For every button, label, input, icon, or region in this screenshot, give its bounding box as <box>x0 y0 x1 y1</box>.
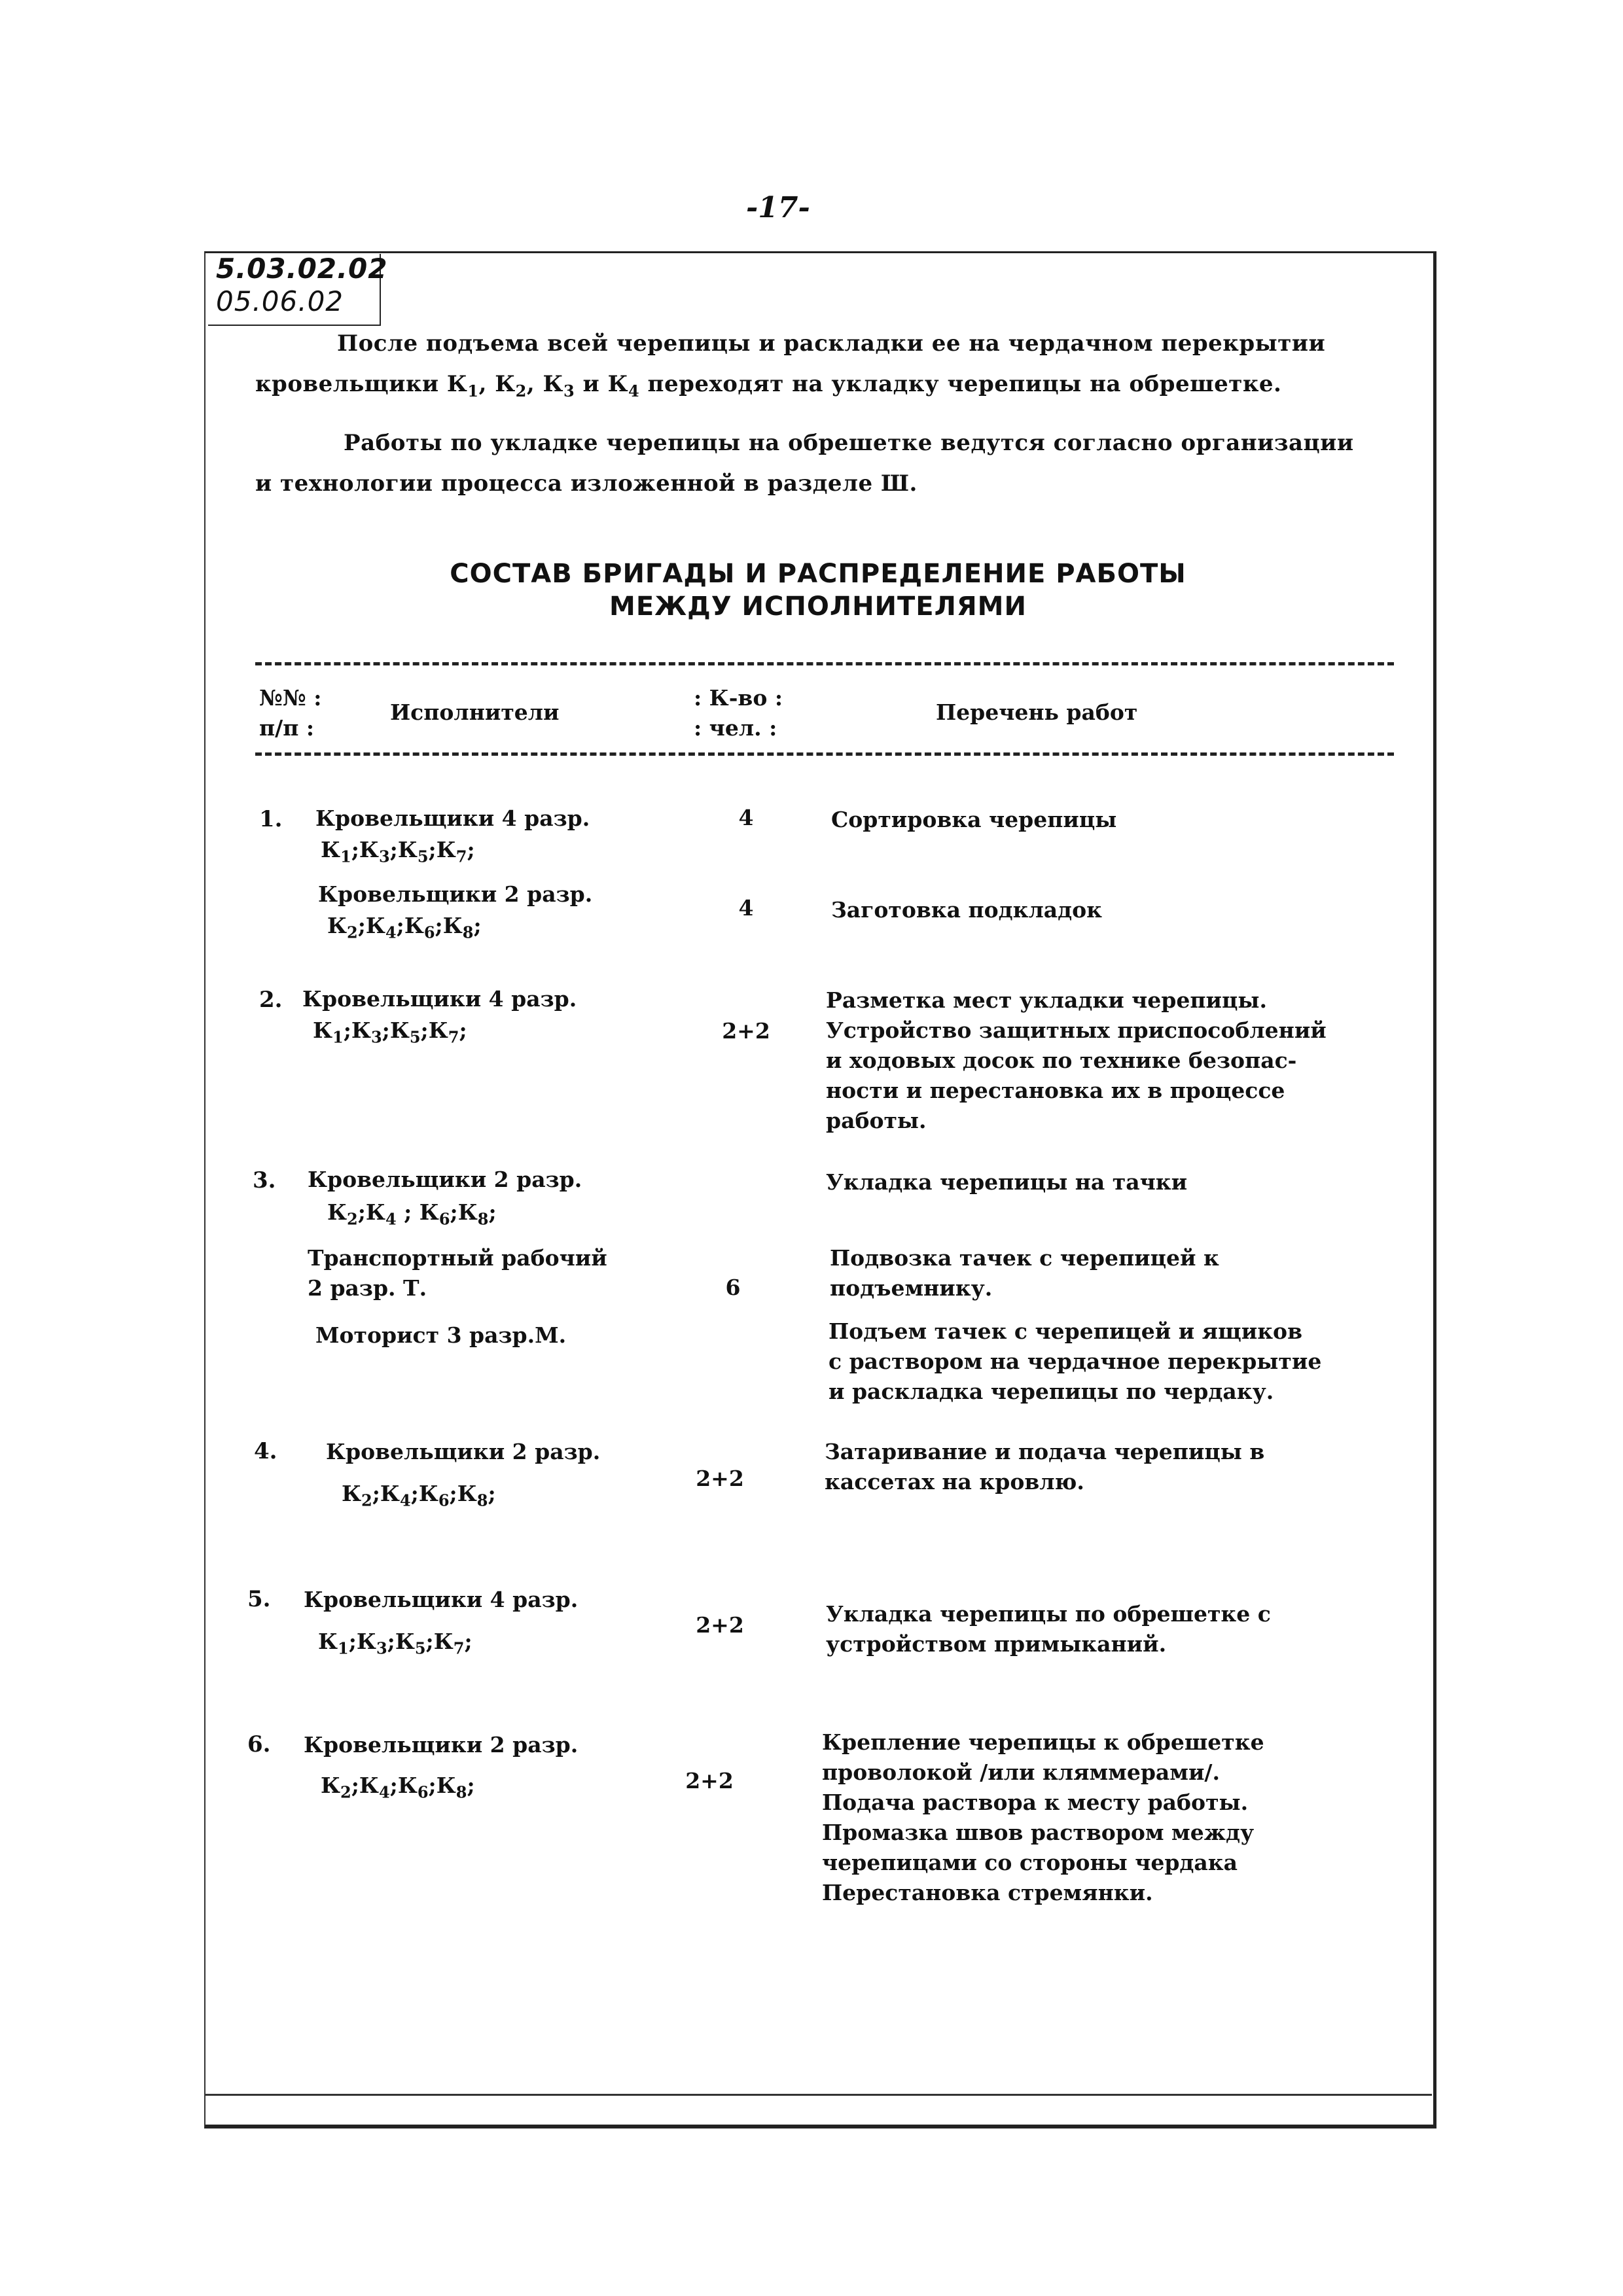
row6-work-line: черепицами со стороны чердака <box>822 1850 1238 1875</box>
row2-work-line: ности и перестановка их в процессе <box>826 1078 1285 1103</box>
row3-executor1-codes: $К_2;К_4$ ; $К_6;К_8$; <box>327 1199 497 1229</box>
intro-p2-line1: Работы по укладке черепицы на обрешетке ведутся согласно организации <box>344 430 1354 456</box>
row3-qty: 6 <box>725 1275 741 1300</box>
row3-work2-list <box>830 1243 1219 1303</box>
row3-work3-line: и раскладка черепицы по чердаку. <box>829 1379 1274 1404</box>
row3-work3-list <box>829 1316 1321 1407</box>
bottom-rule <box>204 2094 1432 2096</box>
row2-number: 2. <box>259 987 283 1013</box>
row4-qty: 2+2 <box>696 1466 744 1491</box>
doc-code-1: 5.03.02.02 <box>216 253 388 285</box>
row2-work-list <box>826 985 1327 1136</box>
header-no-line2: п/п : <box>259 715 315 741</box>
row4-executor1: Кровельщики 2 разр. <box>326 1439 601 1464</box>
row6-work-line: Крепление черепицы к обрешетке <box>822 1729 1264 1755</box>
section-title-line1: СОСТАВ БРИГАДЫ И РАСПРЕДЕЛЕНИЕ РАБОТЫ <box>450 559 1186 589</box>
row5-executor1-codes: $К_1;К_3;К_5;К_7$; <box>318 1629 473 1658</box>
row3-executor2-line1: Транспортный рабочий <box>308 1245 607 1271</box>
row2-work-line: и ходовых досок по технике безопас- <box>826 1048 1297 1073</box>
row2-qty: 2+2 <box>722 1018 770 1044</box>
intro-p1-line2: кровельщики $К_1$, $К_2$, $К_3$ и $К_4$ переходят на укладку черепицы на обрешетке. <box>255 371 1282 400</box>
header-no-line1: №№ : <box>259 685 322 711</box>
row2-executor1-codes: $К_1;К_3;К_5;К_7$; <box>313 1017 467 1047</box>
row3-work2-line: Подвозка тачек с черепицей к <box>830 1245 1219 1271</box>
row4-work-line: кассетах на кровлю. <box>825 1469 1084 1494</box>
row1-executor1-codes: $К_1;К_3;К_5;К_7$; <box>321 837 475 866</box>
row6-work-line: проволокой /или кляммерами/. <box>822 1759 1220 1785</box>
row5-work-line: Укладка черепицы по обрешетке с <box>826 1601 1271 1627</box>
row4-work-line: Затаривание и подача черепицы в <box>825 1439 1265 1464</box>
page-number: -17- <box>746 191 810 224</box>
row1-number: 1. <box>259 806 283 832</box>
row3-executor3: Моторист 3 разр.М. <box>315 1322 567 1348</box>
row3-work2-line: подъемнику. <box>830 1275 993 1301</box>
row5-executor1: Кровельщики 4 разр. <box>304 1587 579 1612</box>
header-executors: Исполнители <box>390 699 560 725</box>
row6-executor1-codes: $К_2;К_4;К_6;К_8$; <box>321 1773 475 1802</box>
row1-qty2: 4 <box>738 895 754 921</box>
row1-work1: Сортировка черепицы <box>831 807 1117 832</box>
doc-code-2: 05.06.02 <box>216 285 344 317</box>
row2-executor1: Кровельщики 4 разр. <box>302 986 577 1012</box>
header-works: Перечень работ <box>936 699 1138 725</box>
row1-work2: Заготовка подкладок <box>831 897 1102 923</box>
row3-work3-line: Подъем тачек с черепицей и ящиков <box>829 1318 1303 1344</box>
row3-number: 3. <box>253 1167 276 1193</box>
intro-p2-line2: и технологии процесса изложенной в разделе Ш. <box>255 470 918 497</box>
row4-number: 4. <box>254 1438 277 1464</box>
row6-work-line: Подача раствора к месту работы. <box>822 1790 1249 1815</box>
row1-executor2-codes: $К_2;К_4;К_6;К_8$; <box>327 913 482 942</box>
row3-executor1: Кровельщики 2 разр. <box>308 1167 582 1192</box>
section-title-line2: МЕЖДУ ИСПОЛНИТЕЛЯМИ <box>609 592 1027 622</box>
row1-executor1: Кровельщики 4 разр. <box>315 805 590 831</box>
row2-work-line: Устройство защитных приспособлений <box>826 1017 1327 1043</box>
intro-p1-line1: После подъема всей черепицы и раскладки ее на чердачном перекрытии <box>337 330 1326 357</box>
row4-work-list <box>825 1437 1264 1497</box>
row6-qty: 2+2 <box>685 1768 734 1793</box>
section-title <box>204 557 1432 623</box>
table-top-rule <box>255 662 1394 665</box>
row3-executor2-line2: 2 разр. Т. <box>308 1275 427 1301</box>
row6-work-line: Промазка швов раствором между <box>822 1820 1255 1845</box>
row1-qty1: 4 <box>738 805 754 830</box>
row5-work-line: устройством примыканий. <box>826 1631 1167 1657</box>
row5-number: 5. <box>247 1586 271 1612</box>
row4-executor1-codes: $К_2;К_4;К_6;К_8$; <box>342 1481 496 1510</box>
row6-number: 6. <box>247 1731 271 1757</box>
row1-executor2: Кровельщики 2 разр. <box>318 881 593 907</box>
header-qty-line1: : К-во : <box>694 685 783 711</box>
row6-work-list <box>822 1727 1264 1908</box>
row2-work-line: работы. <box>826 1108 927 1133</box>
row3-work1: Укладка черепицы на тачки <box>826 1169 1188 1195</box>
row2-work-line: Разметка мест укладки черепицы. <box>826 987 1267 1013</box>
header-qty-line2: : чел. : <box>694 715 777 741</box>
row5-work-list <box>826 1599 1271 1659</box>
row6-work-line: Перестановка стремянки. <box>822 1880 1153 1905</box>
row6-executor1: Кровельщики 2 разр. <box>304 1732 579 1757</box>
table-header-rule <box>255 752 1394 756</box>
row3-work3-line: с раствором на чердачное перекрытие <box>829 1349 1322 1374</box>
row5-qty: 2+2 <box>696 1612 744 1638</box>
